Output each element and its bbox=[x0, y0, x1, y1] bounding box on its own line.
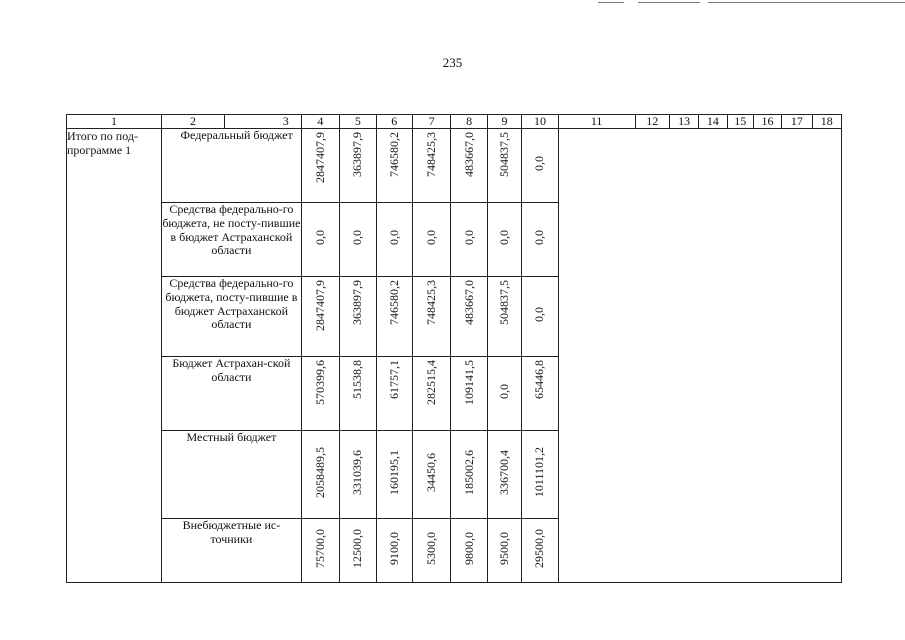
value-cell bbox=[451, 519, 487, 583]
value-text: 160195,1 bbox=[386, 450, 401, 495]
value-cell bbox=[522, 519, 558, 583]
value-text: 0,0 bbox=[497, 230, 512, 245]
column-header: 13 bbox=[669, 115, 698, 129]
column-header: 12 bbox=[635, 115, 669, 129]
column-header: 15 bbox=[727, 115, 753, 129]
scan-edge-line bbox=[598, 2, 624, 3]
column-header: 17 bbox=[782, 115, 812, 129]
value-cell bbox=[487, 519, 521, 583]
value-cell bbox=[301, 277, 339, 357]
value-text: 2058489,5 bbox=[312, 447, 327, 498]
value-cell bbox=[412, 277, 450, 357]
value-cell bbox=[412, 129, 450, 203]
value-cell bbox=[340, 129, 376, 203]
column-header: 14 bbox=[699, 115, 727, 129]
value-cell bbox=[301, 519, 339, 583]
value-text: 2847407,9 bbox=[312, 280, 327, 331]
value-text: 483667,0 bbox=[461, 132, 476, 177]
value-cell bbox=[301, 431, 339, 519]
program-label: Итого по под-программе 1 bbox=[67, 129, 162, 583]
value-cell bbox=[522, 129, 558, 203]
column-header: 4 bbox=[301, 115, 339, 129]
value-text: 0,0 bbox=[532, 307, 547, 322]
value-cell bbox=[412, 357, 450, 431]
funding-source: Бюджет Астрахан-ской области bbox=[162, 357, 302, 431]
column-header: 9 bbox=[487, 115, 521, 129]
value-cell bbox=[340, 519, 376, 583]
value-text: 1011101,2 bbox=[532, 447, 547, 498]
value-text: 0,0 bbox=[461, 230, 476, 245]
column-header: 7 bbox=[412, 115, 450, 129]
value-text: 331039,6 bbox=[350, 450, 365, 495]
value-text: 9100,0 bbox=[386, 532, 401, 565]
value-text: 12500,0 bbox=[350, 529, 365, 568]
value-cell bbox=[412, 519, 450, 583]
column-header: 18 bbox=[812, 115, 841, 129]
value-text: 2847407,9 bbox=[312, 132, 327, 183]
value-cell bbox=[376, 431, 412, 519]
value-text: 5300,0 bbox=[424, 532, 439, 565]
value-cell bbox=[376, 277, 412, 357]
value-text: 746580,2 bbox=[386, 280, 401, 325]
scan-edge-line bbox=[638, 2, 700, 3]
value-cell bbox=[451, 431, 487, 519]
value-text: 282515,4 bbox=[424, 360, 439, 405]
value-cell bbox=[451, 277, 487, 357]
funding-source: Внебюджетные ис-точники bbox=[162, 519, 302, 583]
funding-source: Средства федерально-го бюджета, не посту-пившие в бюджет Астраханской области bbox=[162, 203, 302, 277]
value-cell bbox=[487, 129, 521, 203]
column-header: 6 bbox=[376, 115, 412, 129]
column-header: 2 bbox=[162, 115, 225, 129]
value-text: 0,0 bbox=[312, 230, 327, 245]
empty-columns-area bbox=[558, 129, 841, 583]
value-text: 75700,0 bbox=[312, 529, 327, 568]
funding-source: Федеральный бюджет bbox=[162, 129, 302, 203]
column-header: 16 bbox=[753, 115, 781, 129]
value-text: 0,0 bbox=[532, 230, 547, 245]
scan-edge-line bbox=[708, 2, 905, 3]
value-cell bbox=[412, 431, 450, 519]
value-text: 570399,6 bbox=[312, 360, 327, 405]
funding-source: Местный бюджет bbox=[162, 431, 302, 519]
value-cell bbox=[451, 203, 487, 277]
column-header: 8 bbox=[451, 115, 487, 129]
column-header: 11 bbox=[558, 115, 635, 129]
value-cell bbox=[451, 357, 487, 431]
column-number-row bbox=[67, 115, 842, 129]
value-cell bbox=[340, 357, 376, 431]
column-header: 5 bbox=[340, 115, 376, 129]
value-cell bbox=[301, 357, 339, 431]
value-text: 34450,6 bbox=[424, 453, 439, 492]
value-text: 0,0 bbox=[424, 230, 439, 245]
value-text: 9800,0 bbox=[461, 532, 476, 565]
value-text: 109141,5 bbox=[461, 360, 476, 405]
value-cell bbox=[487, 357, 521, 431]
value-text: 29500,0 bbox=[532, 529, 547, 568]
value-text: 336700,4 bbox=[497, 450, 512, 495]
value-text: 61757,1 bbox=[386, 360, 401, 399]
column-header: 1 bbox=[67, 115, 162, 129]
value-text: 748425,3 bbox=[424, 280, 439, 325]
value-text: 483667,0 bbox=[461, 280, 476, 325]
value-text: 51538,8 bbox=[350, 360, 365, 399]
value-cell bbox=[301, 203, 339, 277]
value-cell bbox=[522, 277, 558, 357]
value-cell bbox=[522, 431, 558, 519]
value-cell bbox=[340, 277, 376, 357]
column-header: 10 bbox=[522, 115, 558, 129]
value-text: 363897,9 bbox=[350, 132, 365, 177]
value-cell bbox=[522, 203, 558, 277]
funding-source: Средства федерально-го бюджета, посту-пившие в бюджет Астраханской области bbox=[162, 277, 302, 357]
budget-table bbox=[66, 114, 842, 583]
value-text: 65446,8 bbox=[532, 360, 547, 399]
value-cell bbox=[376, 129, 412, 203]
value-text: 9500,0 bbox=[497, 532, 512, 565]
value-cell bbox=[412, 203, 450, 277]
value-text: 0,0 bbox=[386, 230, 401, 245]
value-cell bbox=[340, 431, 376, 519]
value-cell bbox=[301, 129, 339, 203]
value-cell bbox=[487, 431, 521, 519]
value-cell bbox=[340, 203, 376, 277]
table-row bbox=[67, 129, 842, 203]
value-cell bbox=[487, 203, 521, 277]
value-text: 0,0 bbox=[497, 384, 512, 399]
value-text: 0,0 bbox=[350, 230, 365, 245]
value-text: 748425,3 bbox=[424, 132, 439, 177]
column-header: 3 bbox=[224, 115, 301, 129]
value-cell bbox=[487, 277, 521, 357]
value-cell bbox=[376, 203, 412, 277]
value-cell bbox=[376, 357, 412, 431]
value-text: 504837,5 bbox=[497, 280, 512, 325]
value-text: 363897,9 bbox=[350, 280, 365, 325]
value-text: 0,0 bbox=[532, 156, 547, 171]
value-cell bbox=[522, 357, 558, 431]
page-number: 235 bbox=[442, 55, 463, 70]
value-cell bbox=[376, 519, 412, 583]
value-text: 185002,6 bbox=[461, 450, 476, 495]
value-cell bbox=[451, 129, 487, 203]
value-text: 504837,5 bbox=[497, 132, 512, 177]
value-text: 746580,2 bbox=[386, 132, 401, 177]
